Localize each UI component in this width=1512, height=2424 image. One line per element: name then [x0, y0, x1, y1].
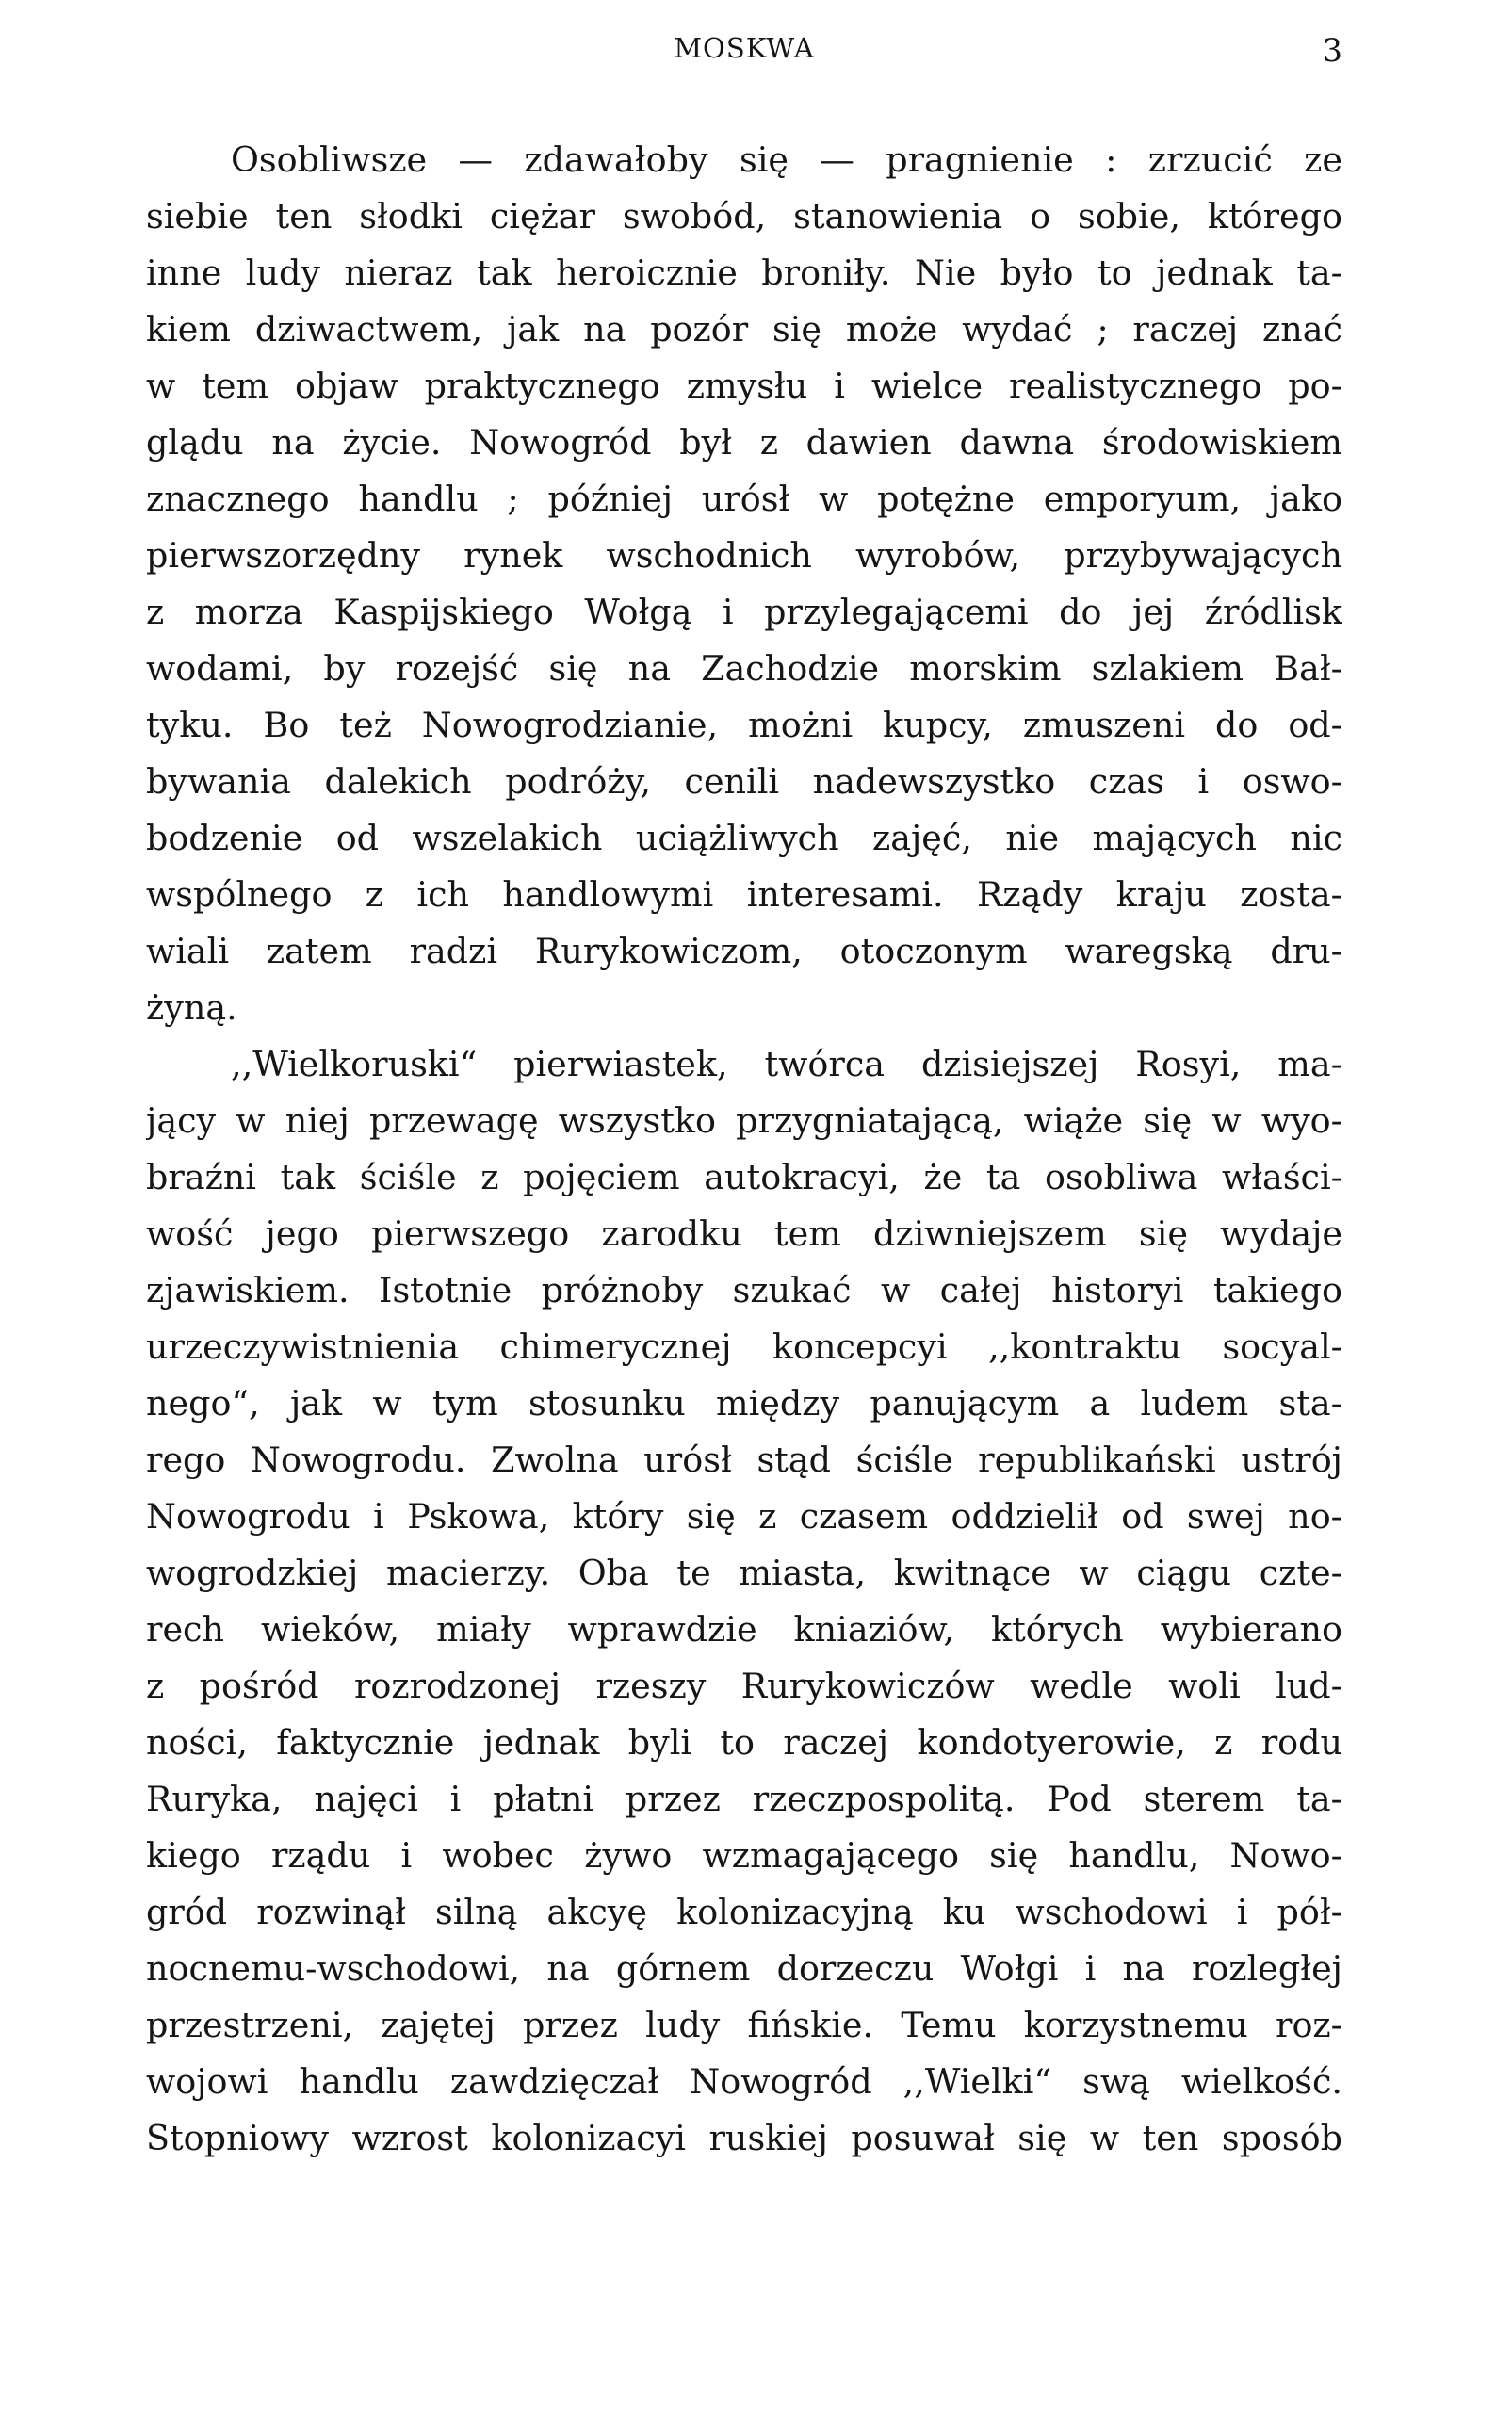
text-line: glądu na życie. Nowogród był z dawien dawna środowiskiem: [146, 422, 1342, 463]
text-line: Stopniowy wzrost kolonizacyi ruskiej posuwał się w ten sposób: [146, 2118, 1342, 2158]
paragraph-2: [146, 1036, 1342, 2167]
text-line: z pośród rozrodzonej rzeszy Rurykowiczów wedle woli lud-: [146, 1666, 1342, 1706]
text-line: ,,Wielkoruski“ pierwiastek, twórca dzisiejszej Rosyi, ma-: [231, 1044, 1342, 1084]
text-line: kiem dziwactwem, jak na pozór się może wydać ; raczej znać: [146, 309, 1342, 350]
text-line: tyku. Bo też Nowogrodzianie, możni kupcy, zmuszeni do od-: [146, 705, 1342, 745]
text-line: w tem objaw praktycznego zmysłu i wielce realistycznego po-: [146, 366, 1342, 406]
text-line: braźni tak ściśle z pojęciem autokracyi, że ta osobliwa właści-: [146, 1157, 1342, 1197]
body-text: [146, 132, 1342, 2167]
text-line: wspólnego z ich handlowymi interesami. Rządy kraju zosta-: [146, 874, 1342, 915]
text-line: siebie ten słodki ciężar swobód, stanowienia o sobie, którego: [146, 196, 1342, 236]
text-line: Nowogrodu i Pskowa, który się z czasem oddzielił od swej no-: [146, 1496, 1342, 1537]
text-line: żyną.: [146, 987, 237, 1028]
text-line: gród rozwinął silną akcyę kolonizacyjną ku wschodowi i pół-: [146, 1892, 1342, 1932]
text-line: Ruryka, najęci i płatni przez rzeczpospolitą. Pod sterem ta-: [146, 1779, 1342, 1819]
text-line: wodami, by rozejść się na Zachodzie morskim szlakiem Bał-: [146, 648, 1342, 689]
text-line: kiego rządu i wobec żywo wzmagającego się handlu, Nowo-: [146, 1835, 1342, 1876]
text-line: wość jego pierwszego zarodku tem dziwniejszem się wydaje: [146, 1213, 1342, 1254]
text-line: inne ludy nieraz tak heroicznie broniły. Nie było to jednak ta-: [146, 252, 1342, 293]
text-line: wojowi handlu zawdzięczał Nowogród ,,Wielki“ swą wielkość.: [146, 2061, 1342, 2102]
text-line: urzeczywistnienia chimerycznej koncepcyi ,,kontraktu socyal-: [146, 1326, 1342, 1367]
text-line: z morza Kaspijskiego Wołgą i przylegającemi do jej źródlisk: [146, 592, 1342, 632]
text-line: jący w niej przewagę wszystko przygniatającą, wiąże się w wyo-: [146, 1100, 1342, 1141]
text-line: przestrzeni, zajętej przez ludy fińskie. Temu korzystnemu roz-: [146, 2005, 1342, 2045]
text-line: nocnemu-wschodowi, na górnem dorzeczu Wołgi i na rozległej: [146, 1948, 1342, 1989]
text-line: rego Nowogrodu. Zwolna urósł stąd ściśle republikański ustrój: [146, 1440, 1342, 1480]
page-number: 3: [1322, 32, 1342, 70]
text-line: Osobliwsze — zdawałoby się — pragnienie : zrzucić ze: [231, 139, 1342, 180]
text-line: zjawiskiem. Istotnie próżnoby szukać w całej historyi takiego: [146, 1270, 1342, 1310]
text-line: wogrodzkiej macierzy. Oba te miasta, kwitnące w ciągu czte-: [146, 1553, 1342, 1593]
page-header: [146, 32, 1342, 79]
text-line: rech wieków, miały wprawdzie kniaziów, których wybierano: [146, 1609, 1342, 1650]
paragraph-1: [146, 132, 1342, 1036]
text-line: znacznego handlu ; później urósł w potężne emporyum, jako: [146, 479, 1342, 519]
running-title: MOSKWA: [674, 32, 815, 64]
text-line: ności, faktycznie jednak byli to raczej kondotyerowie, z rodu: [146, 1722, 1342, 1763]
text-line: nego“, jak w tym stosunku między panującym a ludem sta-: [146, 1383, 1342, 1423]
text-line: wiali zatem radzi Rurykowiczom, otoczonym waregską dru-: [146, 931, 1342, 971]
text-line: pierwszorzędny rynek wschodnich wyrobów, przybywających: [146, 535, 1342, 576]
text-line: bywania dalekich podróży, cenili nadewszystko czas i oswo-: [146, 761, 1342, 802]
text-line: bodzenie od wszelakich uciążliwych zajęć, nie mających nic: [146, 818, 1342, 858]
